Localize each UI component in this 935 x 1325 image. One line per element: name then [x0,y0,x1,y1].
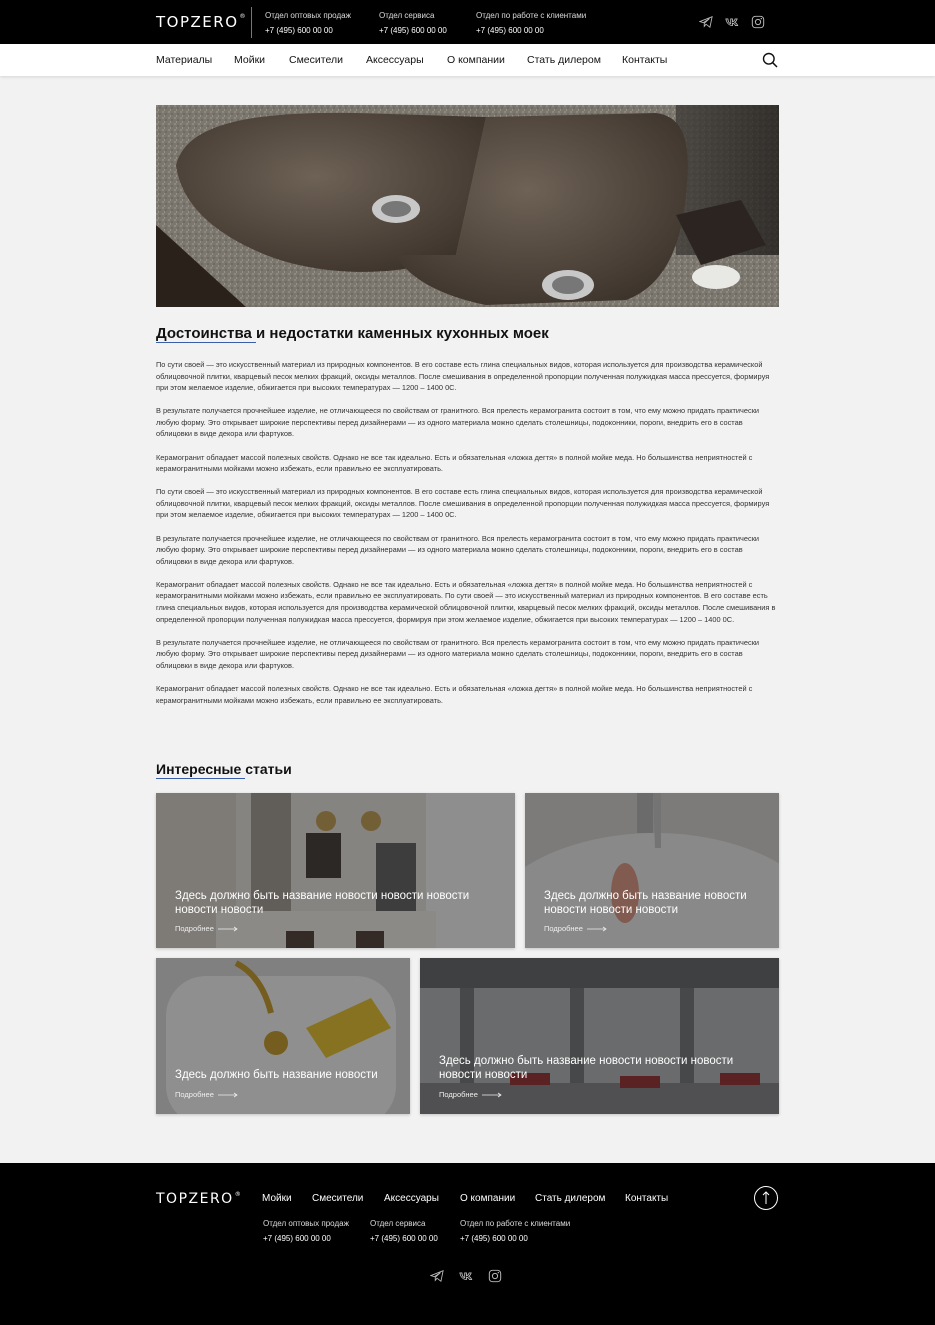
contact-label: Отдел по работе с клиентами [460,1219,571,1228]
contact-phone[interactable]: +7 (495) 600 00 00 [265,26,333,35]
footer-contact-wholesale [263,1219,349,1244]
article-paragraph: Керамогранит обладает массой полезных свойств. Однако не все так идеально. Есть и обязательная «ложка дегтя» в полной мойке меда. Но большинства неприятностей с керамогранитными мойками можно избежать, если правильно ее эксплуатировать. [156,683,753,705]
footer-logo[interactable]: TOPZERO® [156,1191,241,1207]
header-contact-service [379,10,447,36]
header-contact-clients [476,10,586,36]
divider [251,7,252,38]
footer-nav-dealer[interactable]: Стать дилером [535,1193,606,1204]
nav-item-about[interactable]: О компании [447,54,505,66]
vk-icon[interactable] [459,1269,473,1283]
section-underline [156,778,245,779]
nav-item-accessories[interactable]: Аксессуары [366,54,424,66]
footer-contact-service [370,1219,438,1244]
footer-nav-sinks[interactable]: Мойки [262,1193,292,1204]
footer-nav-about[interactable]: О компании [460,1193,516,1204]
nav-item-contacts[interactable]: Контакты [622,54,668,66]
arrow-right-icon [587,926,607,932]
article-paragraph: По сути своей — это искусственный материал из природных компонентов. В его составе есть глина специальных видов, которая используется для производства керамической облицовочной плитки, кварцевый песок мелких фракций, оксиды металлов. После смешивания в определенной пропорции полученная полужидкая масса прессуется, формируя при этом желаемое изделие, обжигается при высоких температурах — 1200 – 1400 0С. [156,360,770,393]
article-title: Достоинства и недостатки каменных кухонных моек [156,325,549,342]
contact-phone[interactable]: +7 (495) 600 00 00 [370,1234,438,1243]
article-body [156,359,779,718]
contact-label: Отдел сервиса [379,11,435,20]
vk-icon[interactable] [725,15,739,29]
contact-label: Отдел сервиса [370,1219,426,1228]
article-paragraph: По сути своей — это искусственный материал из природных компонентов. В его составе есть глина специальных видов, которая используется для производства керамической облицовочной плитки, кварцевый песок мелких фракций, оксиды металлов. После смешивания в определенной пропорции полученная полужидкая масса прессуется, формируя при этом желаемое изделие, обжигается при высоких температурах — 1200 – 1400 0С. [156,487,770,520]
telegram-icon[interactable] [699,15,713,29]
footer-contact-clients [460,1219,570,1244]
nav-item-mixers[interactable]: Смесители [289,54,343,66]
search-icon[interactable] [762,52,778,68]
article-paragraph: Керамогранит обладает массой полезных свойств. Однако не все так идеально. Есть и обязательная «ложка дегтя» в полной мойке меда. Но большинства неприятностей с керамогранитными мойками можно избежать, если правильно ее эксплуатировать. По сути своей — это искусственный материал из природных компонентов. В его составе есть глина специальных видов, которая используется для производства керамической облицовочной плитки, кварцевый песок мелких фракций, оксиды металлов. После смешивания в определенной пропорции полученная полужидкая масса прессуется, формируя при этом желаемое изделие, обжигается при высоких температурах — 1200 – 1400 0С. [156,579,776,624]
article-paragraph: В результате получается прочнейшее изделие, не отличающееся по свойствам от гранитного. Вся прелесть керамогранита состоит в том, что ему можно придать практически любую форму. Это открывает широкие перспективы перед дизайнерами — из одного материала можно сделать столешницы, подоконники, пороги, внедрить его в состав облицовки в виде декора или фартуков. [156,637,760,670]
article-paragraph: Керамогранит обладает массой полезных свойств. Однако не все так идеально. Есть и обязательная «ложка дегтя» в полной мойке меда. Но большинства неприятностей с керамогранитными мойками можно избежать, если правильно ее эксплуатировать. [156,452,753,474]
contact-phone[interactable]: +7 (495) 600 00 00 [379,26,447,35]
footer-socials [430,1269,502,1283]
more-link[interactable]: Подробнее [175,1090,238,1099]
more-link[interactable]: Подробнее [544,924,607,933]
card-title: Здесь должно быть название новости [175,1069,378,1081]
article-paragraph: В результате получается прочнейшее изделие, не отличающееся по свойствам от гранитного. Вся прелесть керамогранита состоит в том, что ему можно придать практически любую форму. Это открывает широкие перспективы перед дизайнерами — из одного материала можно сделать столешницы, подоконники, пороги, внедрить его в состав облицовки в виде декора или фартуков. [156,533,760,566]
hero-image [156,105,779,307]
related-title: Интересные статьи [156,761,292,777]
card-title: Здесь должно быть название новости новости новости новости новости [175,890,470,916]
arrow-right-icon [482,1092,502,1098]
footer [0,1163,935,1325]
contact-label: Отдел по работе с клиентами [476,11,587,20]
arrow-right-icon [218,926,238,932]
article-card-4[interactable] [420,958,779,1114]
header-contact-wholesale [265,10,351,36]
instagram-icon[interactable] [488,1269,502,1283]
card-title: Здесь должно быть название новости новости новости новости [544,890,747,916]
article-card-3[interactable] [156,958,410,1114]
contact-label: Отдел оптовых продаж [263,1219,349,1228]
instagram-icon[interactable] [751,15,765,29]
scroll-to-top-button[interactable] [754,1186,778,1210]
nav-item-dealer[interactable]: Стать дилером [527,54,601,66]
footer-nav-contacts[interactable]: Контакты [625,1193,669,1204]
contact-phone[interactable]: +7 (495) 600 00 00 [476,26,544,35]
footer-nav-mixers[interactable]: Смесители [312,1193,364,1204]
card-title: Здесь должно быть название новости новости новости новости новости [439,1055,734,1081]
article-paragraph: В результате получается прочнейшее изделие, не отличающееся по свойствам от гранитного. Вся прелесть керамогранита состоит в том, что ему можно придать практически любую форму. Это открывает широкие перспективы перед дизайнерами — из одного материала можно сделать столешницы, подоконники, пороги, внедрить его в состав облицовки в виде декора или фартуков. [156,406,760,439]
footer-nav-accessories[interactable]: Аксессуары [384,1193,439,1204]
article-card-1[interactable] [156,793,515,948]
contact-phone[interactable]: +7 (495) 600 00 00 [460,1234,528,1243]
contact-phone[interactable]: +7 (495) 600 00 00 [263,1234,331,1243]
arrow-up-icon [755,1187,777,1209]
more-link[interactable]: Подробнее [439,1090,502,1099]
header-socials [699,15,765,29]
logo[interactable]: TOPZERO® [156,13,246,31]
more-link[interactable]: Подробнее [175,924,238,933]
article-card-2[interactable] [525,793,779,948]
nav-item-sinks[interactable]: Мойки [234,54,266,66]
nav-item-materials[interactable]: Материалы [156,54,213,66]
title-underline [156,342,256,343]
top-bar [0,0,935,44]
telegram-icon[interactable] [430,1269,444,1283]
contact-label: Отдел оптовых продаж [265,11,351,20]
arrow-right-icon [218,1092,238,1098]
